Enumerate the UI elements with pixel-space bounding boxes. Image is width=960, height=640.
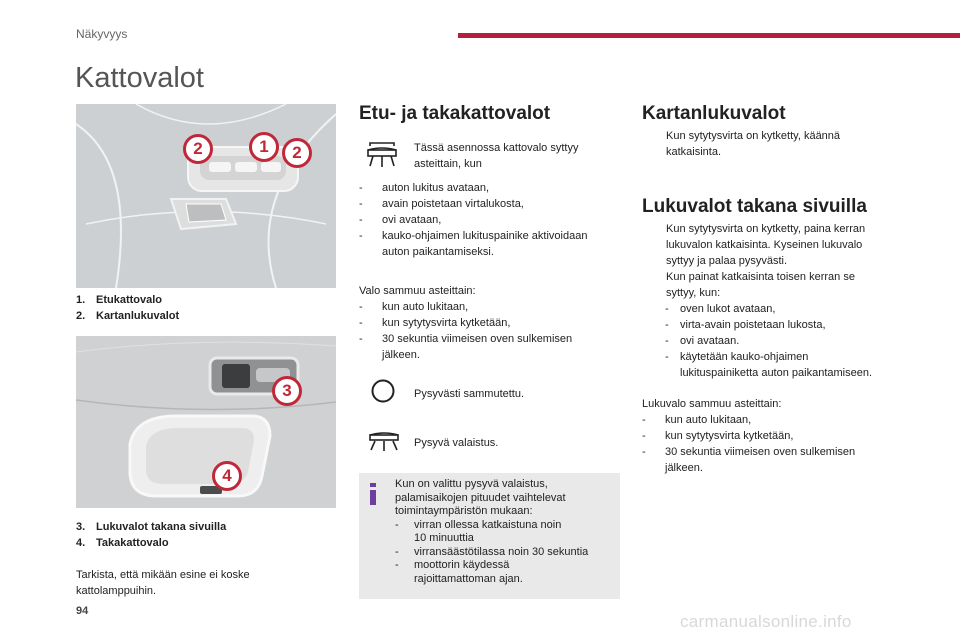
door-light-icon: [364, 140, 400, 170]
page-title: Kattovalot: [75, 62, 204, 94]
heading-rear-reading-lights: Lukuvalot takana sivuilla: [642, 196, 867, 217]
heading-front-rear-lights: Etu- ja takakattovalot: [359, 103, 551, 124]
section-label: Näkyvyys: [76, 27, 128, 41]
list-item: lukituspainiketta auton paikantamiseen.: [680, 367, 873, 379]
auto-on-conditions-list: [359, 180, 624, 260]
reading-light-off-conditions: Lukuvalo sammuu asteittain: - kun auto lukitaan, - kun sytytysvirta kytketään, - 30 sekuntia viimeisen oven sulkemisen jälkeen.: [642, 396, 932, 476]
caption-item: 1. Etukattovalo: [76, 294, 163, 306]
callout-marker: 2: [282, 138, 312, 168]
permanent-off-row: Pysyvästi sammutettu.: [370, 378, 620, 408]
callout-marker: 2: [183, 134, 213, 164]
list-item: katkaisinta.: [666, 146, 722, 158]
list-item: jälkeen.: [665, 462, 703, 474]
list-item: - käytetään kauko-ohjaimen: [665, 351, 809, 363]
info-icon: [368, 483, 378, 505]
page-number: 94: [76, 605, 89, 617]
auto-off-conditions: Valo sammuu asteittain: - kun auto lukitaan, - kun sytytysvirta kytketään, - 30 sekuntia viimeisen oven sulkemisen jälkeen.: [359, 283, 624, 363]
list-item: syttyy ja palaa pysyvästi.: [666, 255, 788, 267]
list-item: 10 minuuttia: [414, 532, 474, 544]
heading-map-lights: Kartanlukuvalot: [642, 103, 786, 124]
list-item: rajoittamattoman ajan.: [414, 572, 523, 585]
list-item: - kauko-ohjaimen lukituspainike aktivoidaan: [359, 230, 588, 242]
list-item: - kun auto lukitaan,: [642, 414, 752, 426]
list-item: - ovi avataan,: [359, 214, 442, 226]
permanent-on-row: Pysyvä valaistus.: [367, 428, 617, 458]
header-accent-bar: [458, 33, 960, 38]
list-item: - kun sytytysvirta kytketään,: [642, 430, 794, 442]
list-item: - auton lukitus avataan,: [359, 182, 490, 194]
list-item: - virransäästötilassa noin 30 sekuntia: [395, 545, 589, 558]
callout-marker: 4: [212, 461, 242, 491]
map-lights-list: [642, 128, 932, 160]
caption-list-2: [76, 519, 226, 551]
auto-mode-row: Tässä asennossa kattovalo syttyy asteittain, kun: [364, 140, 614, 176]
list-item: - virta-avain poistetaan lukosta,: [665, 319, 826, 331]
list-item: Kun sytytysvirta on kytketty, paina kerran: [666, 223, 866, 235]
note-text: Tarkista, että mikään esine ei koske kattolamppuihin.: [76, 569, 250, 597]
caption-item: 4. Takakattovalo: [76, 537, 169, 549]
photo-front-ceiling-lights: [76, 104, 336, 288]
list-item: - 30 sekuntia viimeisen oven sulkemisen: [642, 446, 856, 458]
caption-item: 2. Kartanlukuvalot: [76, 310, 180, 322]
photo-rear-lights: [76, 336, 336, 508]
list-item: jälkeen.: [382, 349, 420, 361]
light-off-icon: [370, 378, 396, 404]
list-item: - avain poistetaan virtalukosta,: [359, 198, 524, 210]
list-item: auton paikantamiseksi.: [382, 246, 494, 258]
caption-list-1: [76, 292, 179, 324]
list-item: Kun painat katkaisinta toisen kerran se: [666, 271, 855, 283]
callout-marker: 3: [272, 376, 302, 406]
list-item: - kun auto lukitaan,: [359, 301, 469, 313]
list-item: lukuvalon katkaisinta. Kyseinen lukuvalo: [666, 239, 863, 251]
watermark: carmanualsonline.info: [680, 612, 852, 631]
ceiling-light-on-icon: [367, 428, 401, 456]
list-item: - moottorin käydessä: [395, 559, 510, 571]
list-item: - kun sytytysvirta kytketään,: [359, 317, 511, 329]
list-item: - ovi avataan.: [665, 335, 740, 347]
list-item: syttyy, kun:: [666, 287, 721, 299]
callout-marker: 1: [249, 132, 279, 162]
list-item: - 30 sekuntia viimeisen oven sulkemisen: [359, 333, 573, 345]
list-item: Kun sytytysvirta on kytketty, käännä: [666, 130, 841, 142]
info-box: Kun on valittu pysyvä valaistus, palamisaikojen pituudet vaihtelevat toimintaympäristön mukaan: - virran ollessa katkaistuna noin 10 minuuttia - virransäästötilassa noin 30 sekuntia - moottorin käydessä rajoittamattoman ajan.: [359, 473, 620, 599]
list-item: - oven lukot avataan,: [665, 303, 776, 315]
list-item: - virran ollessa katkaistuna noin: [395, 518, 562, 531]
rear-lights-list: [642, 221, 942, 381]
caption-item: 3. Lukuvalot takana sivuilla: [76, 521, 227, 533]
